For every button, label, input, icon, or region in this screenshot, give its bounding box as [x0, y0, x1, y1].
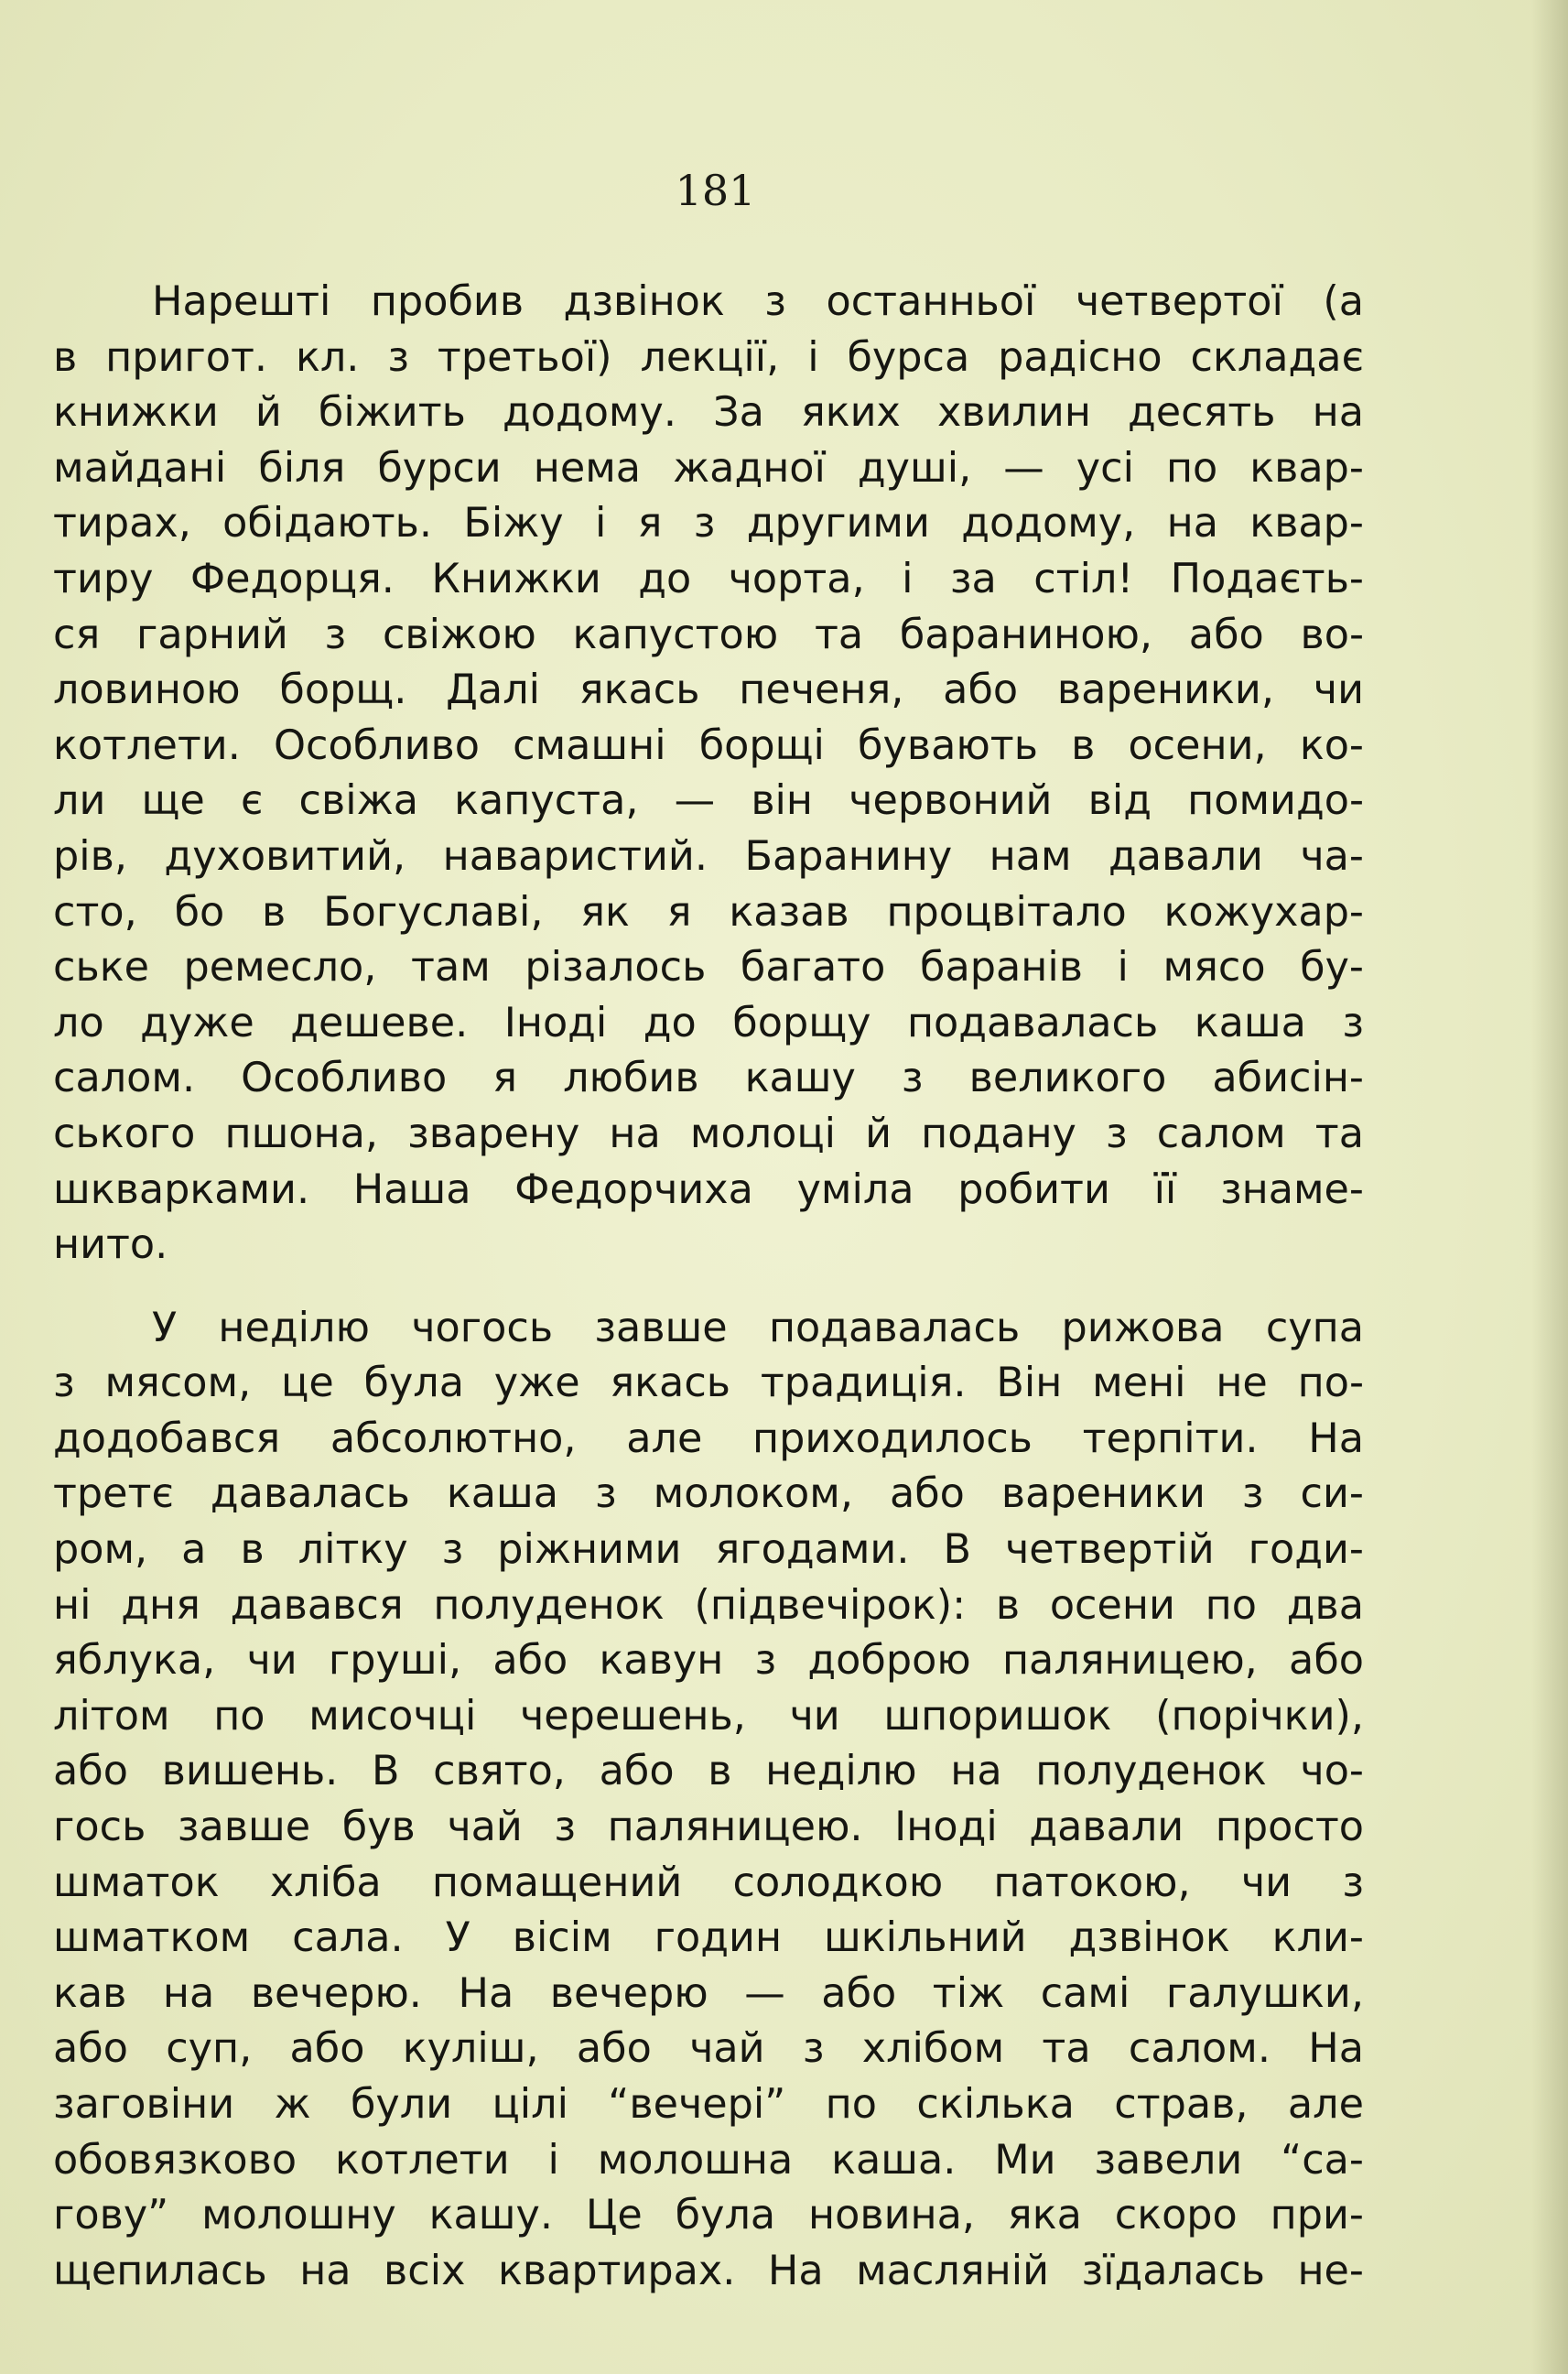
- paragraph: [53, 1301, 1364, 2300]
- text-line: ського пшона, зварену на молоці й подану з салом та: [53, 1110, 1364, 1157]
- paragraph-gap: [53, 1274, 1364, 1301]
- text-line: тирах, обідають. Біжу і я з другими додому, на квар-: [53, 500, 1364, 547]
- text-line: або вишень. В свято, або в неділю на полуденок чо-: [53, 1748, 1364, 1795]
- text-line: майдані біля бурси нема жадної душі, — усі по квар-: [53, 444, 1364, 492]
- text-line: додобався абсолютно, але приходилось терпіти. На: [53, 1415, 1364, 1462]
- text-line: ні дня давався полуденок (підвечірок): в осени по два: [53, 1581, 1364, 1629]
- text-line: салом. Особливо я любив кашу з великого абисін-: [53, 1055, 1364, 1102]
- text-line: сто, бо в Богуславі, як я казав процвітало кожухар-: [53, 888, 1364, 936]
- page-number: 181: [675, 166, 756, 215]
- text-line: У неділю чогось завше подавалась рижова супа: [152, 1304, 1364, 1351]
- text-line: шматком сала. У вісім годин шкільний дзвінок кли-: [53, 1914, 1364, 1962]
- body-text: [53, 275, 1364, 2299]
- text-line: рів, духовитий, наваристий. Баранину нам давали ча-: [53, 832, 1364, 880]
- paragraph: [53, 275, 1364, 1274]
- text-line: гову” молошну кашу. Це була новина, яка скоро при-: [53, 2192, 1364, 2239]
- text-line: кав на вечерю. На вечерю — або тіж самі галушки,: [53, 1969, 1364, 2017]
- text-line: котлети. Особливо смашні борщі бувають в осени, ко-: [53, 721, 1364, 769]
- text-line: літом по мисочці черешень, чи шпоришок (порічки),: [53, 1692, 1364, 1740]
- text-line: ли ще є свіжа капуста, — він червоний від помидо-: [53, 777, 1364, 825]
- text-line: щепилась на всіх квартирах. На масляній зїдалась не-: [53, 2247, 1364, 2294]
- text-line: в пригот. кл. з третьої) лекції, і бурса радісно складає: [53, 333, 1364, 381]
- text-line: заговіни ж були цілі “вечері” по скілька страв, але: [53, 2081, 1364, 2128]
- text-line: ся гарний з свіжою капустою та бараниною, або во-: [53, 611, 1364, 658]
- text-line: ловиною борщ. Далі якась печеня, або вареники, чи: [53, 667, 1364, 714]
- text-line: Нарешті пробив дзвінок з останньої четвертої (а: [152, 278, 1364, 325]
- text-line: ром, а в літку з ріжними ягодами. В четвертій годи-: [53, 1526, 1364, 1574]
- text-line: яблука, чи груші, або кавун з доброю паляницею, або: [53, 1637, 1364, 1685]
- text-line: тиру Федорця. Книжки до чорта, і за стіл! Подаєть-: [53, 555, 1364, 602]
- text-line: гось завше був чай з паляницею. Іноді давали просто: [53, 1804, 1364, 1851]
- text-line: книжки й біжить додому. За яких хвилин десять на: [53, 389, 1364, 437]
- text-line: ське ремесло, там різалось багато баранів і мясо бу-: [53, 944, 1364, 992]
- text-line: обовязково котлети і молошна каша. Ми завели “са-: [53, 2136, 1364, 2184]
- text-line: ло дуже дешеве. Іноді до борщу подавалась каша з: [53, 999, 1364, 1046]
- text-line: нито.: [53, 1221, 168, 1269]
- text-line: шкварками. Наша Федорчиха уміла робити її знаме-: [53, 1165, 1364, 1213]
- text-line: третє давалась каша з молоком, або вареники з си-: [53, 1470, 1364, 1518]
- text-line: або суп, або куліш, або чай з хлібом та салом. На: [53, 2025, 1364, 2073]
- text-line: з мясом, це була уже якась традиція. Він мені не по-: [53, 1360, 1364, 1407]
- page-spine-shadow: [1531, 0, 1568, 2374]
- text-line: шматок хліба помащений солодкою патокою, чи з: [53, 1859, 1364, 1906]
